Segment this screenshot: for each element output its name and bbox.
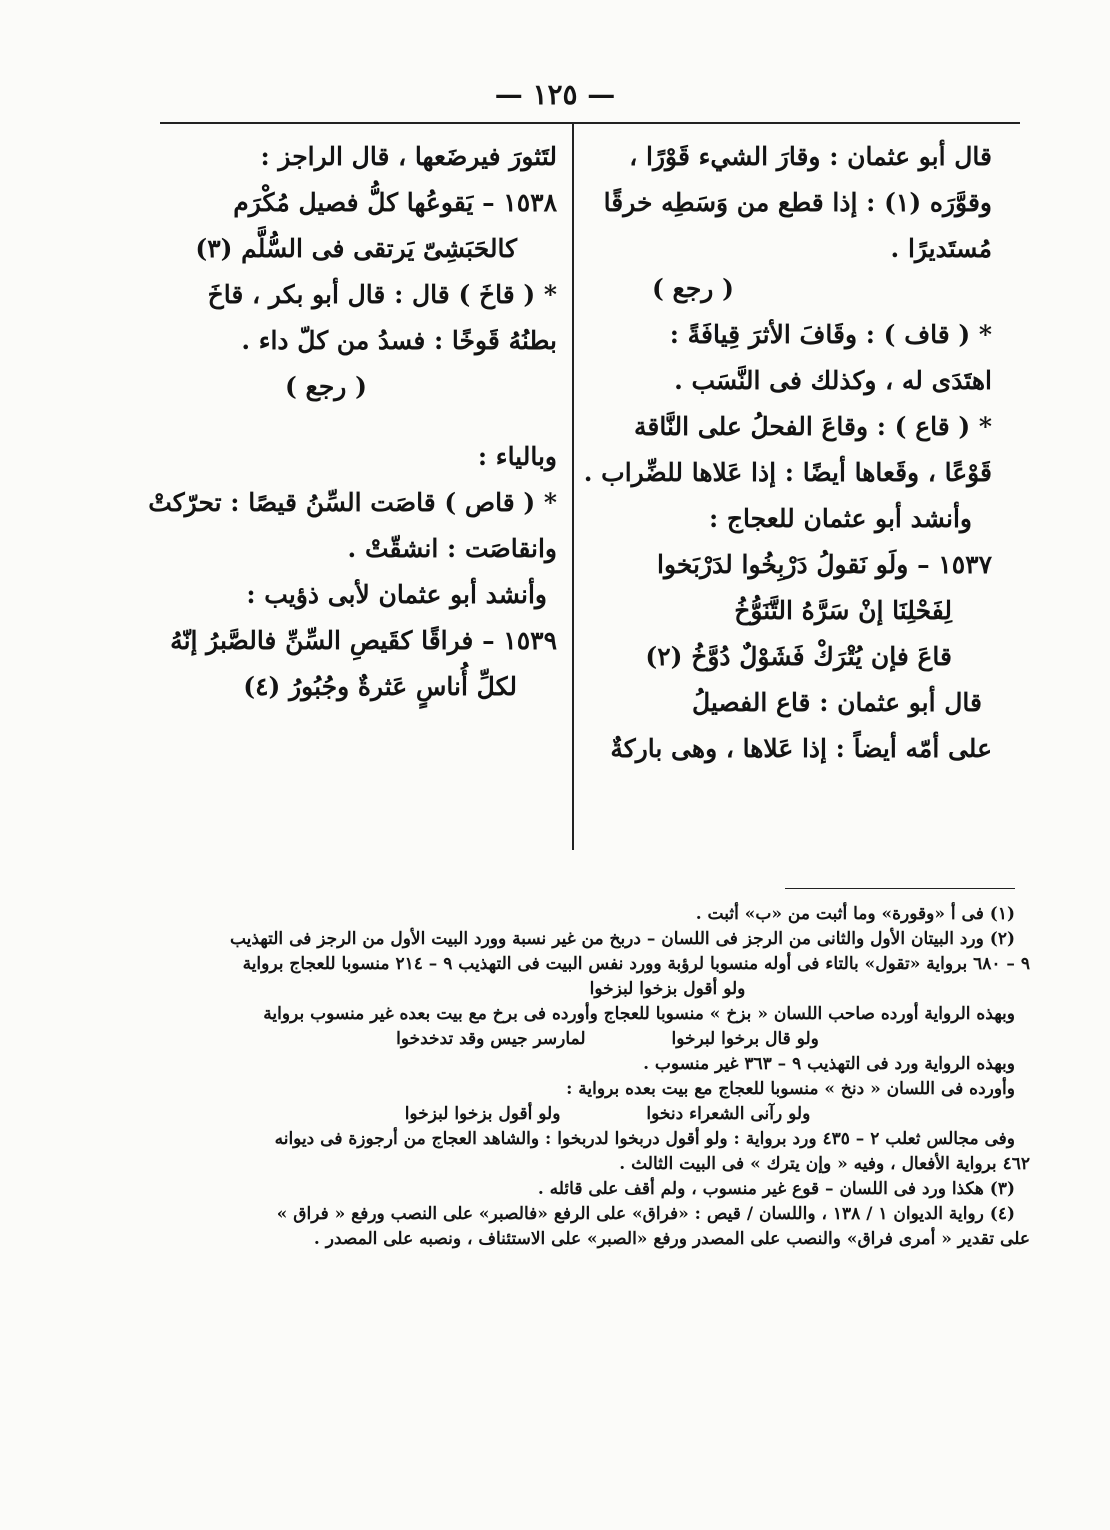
page-number: — ١٢٥ —: [494, 78, 616, 111]
entry-heading-line: * ( قاص ) قاصَت السِّنُ قيصًا : تحرّكتْ: [148, 488, 557, 517]
section-marker: ( رجع ): [285, 372, 367, 401]
text-line: قال أبو عثمان : وقارَ الشيء قَوْرًا ،: [629, 142, 992, 171]
footnote-rule: [785, 888, 1015, 889]
verse-line: ١٥٣٩ – فراقًا كقَيصِ السِّنِّ فالصَّبرُ إنّهُ: [170, 626, 557, 655]
entry-heading-line: * ( قاف ) : وقَافَ الأثرَ قِيافَةً :: [669, 320, 992, 349]
footnote-continuation: ٤٦٢ برواية الأفعال ، وفيه « وإن يترك » فى البيت الثالث .: [619, 1154, 1030, 1174]
spacer: [175, 416, 557, 440]
entry-heading-line: * ( قاخَ ) قال : قال أبو بكر ، قاخَ: [207, 280, 557, 309]
footnote-verse: لمارسر جيس وقد تدخدخوا: [396, 1029, 586, 1049]
text-line: اهتَدَى له ، وكذلك فى النَّسَب .: [674, 366, 992, 395]
footnote-verse: ولو أقول بزخوا لبزخوا: [404, 1104, 561, 1124]
citation-intro: وأنشد أبو عثمان لأبى ذؤيب :: [246, 580, 547, 609]
text-line: مُستَديرًا .: [890, 234, 992, 263]
text-line: لتَثورَ فيرضَعها ، قال الراجز :: [260, 142, 557, 171]
footnote: (١) فى أ «وقورة» وما أثبت من «ب» أثبت .: [695, 904, 1015, 924]
verse-line: لكلِّ أُناسٍ عَثرةٌ وجُبُورُ (٤): [243, 672, 517, 701]
text-line: على أمّه أيضاً : إذا عَلاها ، وهى باركةٌ: [610, 734, 992, 763]
entry-heading-line: * ( قاع ) : وقاعَ الفحلُ على النَّاقة: [633, 412, 992, 441]
footnote-verse: ولو قال برخوا لبرخوا: [671, 1029, 819, 1049]
footnote-continuation: وفى مجالس ثعلب ٢ – ٤٣٥ ورد برواية : ولو أقول دربخوا لدربخوا : والشاهد العجاج من أرجوزة فى ديوانه: [274, 1129, 1015, 1149]
text-line: قال أبو عثمان : قاع الفصيلُ: [691, 688, 982, 717]
citation-intro: وأنشد أبو عثمان للعجاج :: [708, 504, 972, 533]
footnote-continuation: على تقدير « أمرى فراق» والنصب على المصدر ورفع «الصبر» على الاستئناف ، ونصبه على المصدر .: [313, 1229, 1030, 1249]
footnote-continuation: ٩ – ٦٨٠ برواية «تقول» بالتاء فى أوله منسوبا لرؤبة وورد نفس البيت فى التهذيب ٩ – ٢١٤ منسوبا للعجاج برواية: [242, 954, 1030, 974]
column-divider: [572, 123, 574, 850]
verse-line: لِفَحْلِنَا إنْ سَرَّهُ التَّنَوُّخُ: [734, 596, 952, 625]
verse-line: كالحَبَشِىّ يَرتقى فى السُّلَّم (٣): [195, 234, 517, 263]
text-line: قَوْعًا ، وقَعاها أيضًا : إذا عَلاها للضِّراب .: [583, 458, 992, 487]
section-marker: ( رجع ): [652, 274, 734, 303]
text-line: بطنُهُ قَوخًا : فسدُ من كلّ داء .: [241, 326, 557, 355]
section-heading: وبالياء :: [477, 442, 557, 471]
footnote-verse: ولو أقول بزخوا لبزخوا: [589, 979, 746, 999]
text-line: وانقاصَت : انشقّتْ .: [347, 534, 557, 563]
footnote: (٣) هكذا ورد فى اللسان – قوع غير منسوب ، ولم أقف على قائله .: [537, 1179, 1015, 1199]
footnote-verse-pair: [200, 1027, 1015, 1052]
text-line: وقوَّرَه (١) : إذا قطع من وَسَطِه خرقًا: [603, 188, 992, 217]
footnote: (٢) ورد البيتان الأول والثانى من الرجز فى اللسان – دربخ من غير نسبة وورد البيت الأول من الرجز فى التهذيب: [229, 929, 1015, 949]
footnotes: [200, 902, 1030, 1252]
footnote-verse-pair: [200, 1102, 1015, 1127]
footnote: (٤) رواية الديوان ١ / ١٣٨ ، واللسان / قيص : «فراق» على الرفع «فالصبر» على النصب ورفع « فراق »: [276, 1204, 1015, 1224]
verse-line: ١٥٣٨ – يَقوعُها كلُّ فصيل مُكْرَم: [233, 188, 557, 217]
verse-line: قاعَ فإن يُتْرَكْ فَشَوْلٌ دُوَّخُ (٢): [645, 642, 952, 671]
footnote-continuation: وبهذه الرواية ورد فى التهذيب ٩ – ٣٦٣ غير منسوب .: [643, 1054, 1015, 1074]
right-column: [583, 140, 992, 778]
left-column: [148, 140, 557, 716]
footnote-continuation: وأورده فى اللسان « دنخ » منسوبا للعجاج مع بيت بعده برواية :: [566, 1079, 1015, 1099]
footnote-verse: ولو رآنى الشعراء دنخوا: [646, 1104, 811, 1124]
header-rule: [160, 122, 1020, 124]
verse-line: ١٥٣٧ – ولَو نَقولُ دَرْبِخُوا لدَرْبَخوا: [657, 550, 992, 579]
footnote-continuation: وبهذه الرواية أورده صاحب اللسان « بزخ » منسوبا للعجاج وأورده فى برخ مع بيت بعده غير منسوب برواية: [263, 1004, 1015, 1024]
